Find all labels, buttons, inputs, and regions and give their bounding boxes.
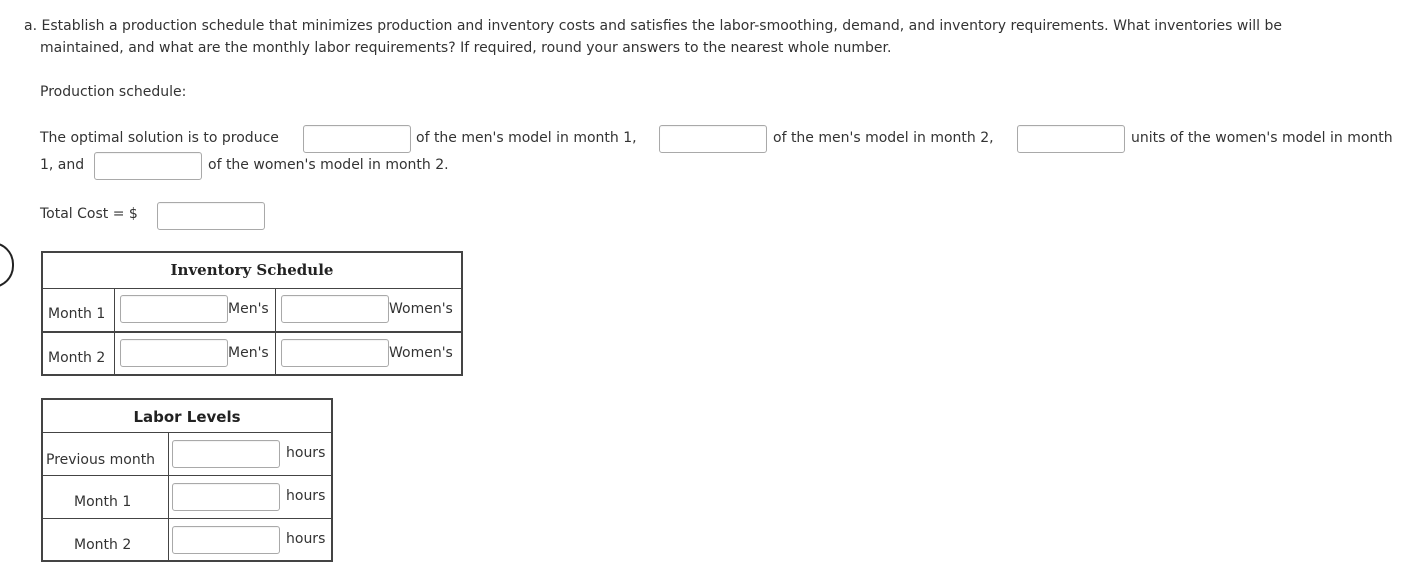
labor-row-label: Previous month bbox=[46, 452, 156, 468]
question-line-2: maintained, and what are the monthly labor requirements? If required, round your answers to the nearest whole number. bbox=[40, 40, 892, 56]
labor-previous-cell bbox=[168, 432, 333, 476]
total-cost-input[interactable] bbox=[157, 202, 265, 230]
production-text-line2-start: 1, and bbox=[40, 157, 85, 173]
labor-row-month1-label-cell bbox=[42, 475, 169, 519]
inventory-schedule-title: Inventory Schedule bbox=[170, 261, 334, 279]
men-unit-label: Men's bbox=[228, 345, 269, 361]
labor-month1-input[interactable] bbox=[172, 483, 280, 511]
production-text-start: The optimal solution is to produce bbox=[40, 130, 279, 146]
labor-previous-month-input[interactable] bbox=[172, 440, 280, 468]
inventory-schedule-table bbox=[41, 251, 463, 376]
production-text-mid2: of the men's model in month 2, bbox=[773, 130, 994, 146]
question-line-1: a. Establish a production schedule that minimizes production and inventory costs and satisfies the labor-smoothing, demand, and inventory requirements. What inventories will be bbox=[24, 18, 1282, 34]
inventory-men-month2-cell bbox=[114, 332, 276, 376]
inventory-row-month2-label-cell bbox=[42, 332, 115, 376]
inventory-row-label: Month 2 bbox=[48, 350, 106, 366]
men-month2-production-input[interactable] bbox=[659, 125, 767, 153]
labor-levels-table bbox=[41, 398, 333, 562]
inventory-women-month2-input[interactable] bbox=[281, 339, 389, 367]
inventory-women-month1-cell bbox=[275, 288, 463, 332]
production-text-end: of the women's model in month 2. bbox=[208, 157, 449, 173]
inventory-men-month1-input[interactable] bbox=[120, 295, 228, 323]
production-text-mid3: units of the women's model in month bbox=[1131, 130, 1393, 146]
men-month1-production-input[interactable] bbox=[303, 125, 411, 153]
labor-month1-cell bbox=[168, 475, 333, 519]
inventory-row-month1-label-cell bbox=[42, 288, 115, 332]
inventory-women-month1-input[interactable] bbox=[281, 295, 389, 323]
women-month2-production-input[interactable] bbox=[94, 152, 202, 180]
hours-unit-label: hours bbox=[286, 531, 326, 547]
labor-month2-input[interactable] bbox=[172, 526, 280, 554]
production-text-mid1: of the men's model in month 1, bbox=[416, 130, 637, 146]
left-bracket-decoration bbox=[0, 242, 14, 288]
women-month1-production-input[interactable] bbox=[1017, 125, 1125, 153]
hours-unit-label: hours bbox=[286, 488, 326, 504]
labor-row-label: Month 1 bbox=[74, 494, 132, 510]
inventory-women-month2-cell bbox=[275, 332, 463, 376]
inventory-men-month2-input[interactable] bbox=[120, 339, 228, 367]
labor-levels-title: Labor Levels bbox=[133, 408, 241, 426]
total-cost-label: Total Cost = $ bbox=[40, 206, 138, 222]
women-unit-label: Women's bbox=[389, 301, 453, 317]
inventory-men-month1-cell bbox=[114, 288, 276, 332]
men-unit-label: Men's bbox=[228, 301, 269, 317]
labor-row-label: Month 2 bbox=[74, 537, 132, 553]
hours-unit-label: hours bbox=[286, 445, 326, 461]
labor-row-month2-label-cell bbox=[42, 518, 169, 562]
women-unit-label: Women's bbox=[389, 345, 453, 361]
production-schedule-heading: Production schedule: bbox=[40, 84, 187, 100]
labor-month2-cell bbox=[168, 518, 333, 562]
labor-row-previous-label-cell bbox=[42, 432, 169, 476]
inventory-row-label: Month 1 bbox=[48, 306, 106, 322]
